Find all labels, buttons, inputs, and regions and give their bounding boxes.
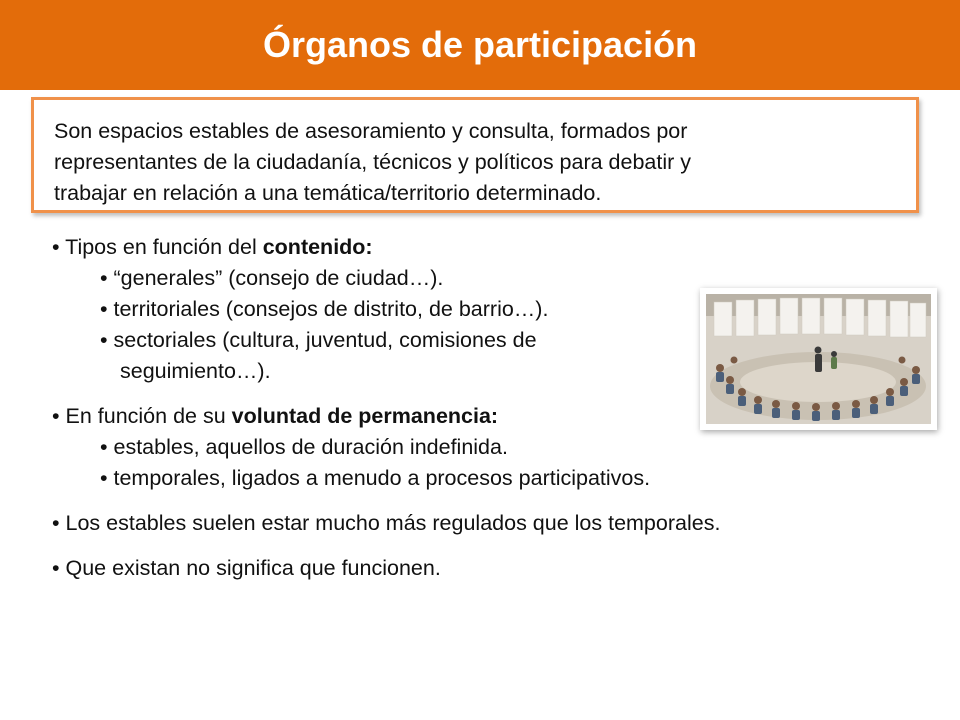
list-item: • temporales, ligados a menudo a procesos participativos.	[100, 466, 651, 490]
title-banner	[0, 0, 960, 90]
definition-line: representantes de la ciudadanía, técnicos y políticos para debatir y	[54, 150, 692, 174]
content-types-bold: contenido:	[262, 235, 373, 259]
functioning-bullet: • Que existan no significa que funcionen.	[52, 556, 441, 580]
definition-line: Son espacios estables de asesoramiento y consulta, formados por	[54, 119, 688, 143]
slide-title: Órganos de participación	[262, 24, 698, 65]
list-item: • territoriales (consejos de distrito, de barrio…).	[100, 297, 549, 321]
definition-text	[54, 116, 874, 209]
list-item: • sectoriales (cultura, juventud, comisiones de	[100, 328, 537, 352]
list-item-continuation: seguimiento…).	[120, 359, 271, 383]
permanence-bold: voluntad de permanencia:	[231, 404, 499, 428]
list-item: • estables, aquellos de duración indefinida.	[100, 435, 508, 459]
content-types-prefix: • Tipos en función del	[52, 235, 263, 259]
meeting-photo	[700, 288, 937, 430]
meeting-photo-image	[706, 294, 931, 424]
definition-line: trabajar en relación a una temática/territorio determinado.	[54, 181, 602, 205]
definition-box	[31, 97, 919, 213]
regulated-bullet: • Los estables suelen estar mucho más regulados que los temporales.	[52, 511, 721, 535]
list-item: • “generales” (consejo de ciudad…).	[100, 266, 444, 290]
content-types-heading	[52, 232, 932, 263]
permanence-prefix: • En función de su	[52, 404, 232, 428]
